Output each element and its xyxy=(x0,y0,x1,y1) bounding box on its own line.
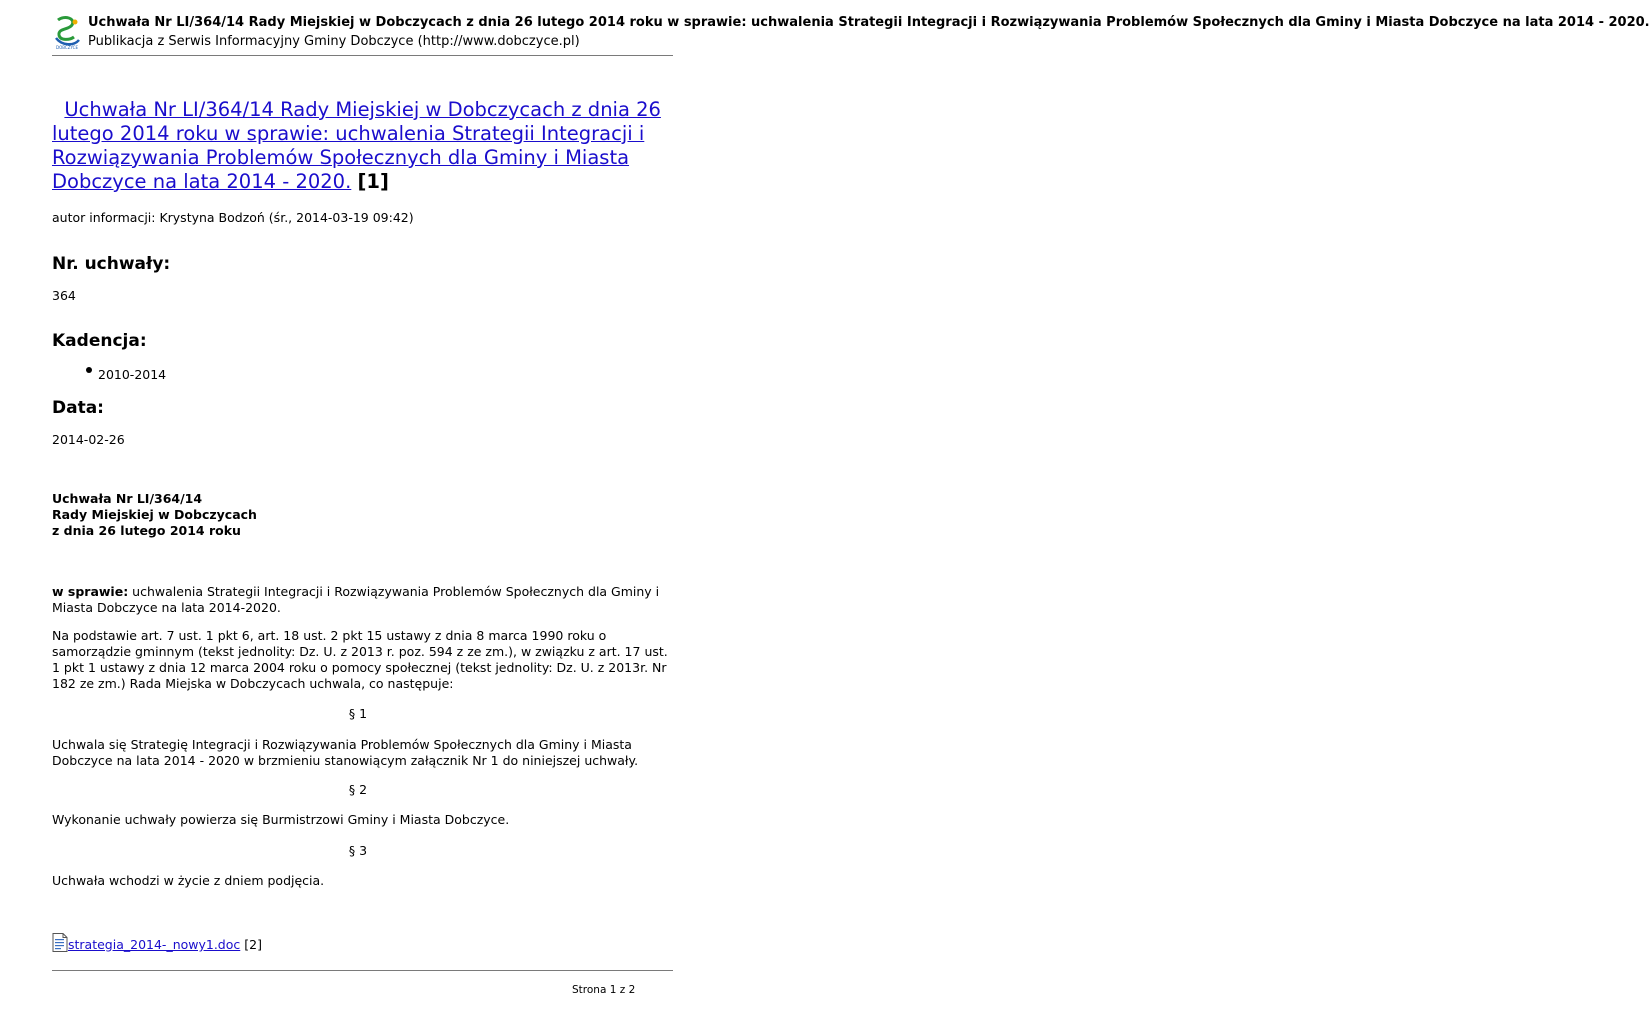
paragraph-3-label: § 3 xyxy=(348,843,368,858)
bullet-icon xyxy=(86,367,92,373)
paragraph-1-text: Uchwala się Strategię Integracji i Rozwiązywania Problemów Społecznych dla Gminy i Miasta Dobczyce na lata 2014 - 2020 w brzmieniu stanowiącym załącznik Nr 1 do niniejszej uchwały. xyxy=(52,737,639,768)
data-value: 2014-02-26 xyxy=(52,432,125,447)
nr-uchwaly-value: 364 xyxy=(52,288,76,303)
page-number: Strona 1 z 2 xyxy=(572,984,636,996)
kadencja-item: 2010-2014 xyxy=(98,367,167,382)
paragraph-2-label: § 2 xyxy=(348,782,368,797)
paragraph-3-text: Uchwała wchodzi w życie z dniem podjęcia. xyxy=(52,873,325,888)
legal-basis-paragraph: Na podstawie art. 7 ust. 1 pkt 6, art. 18 ust. 2 pkt 15 ustawy z dnia 8 marca 1990 roku o samorządzie gminnym (tekst jednolity: Dz. U. z 2013 r. poz. 594 z ze zm.), w związku z art. 17 ust. 1 pkt 1 ustawy z dnia 12 marca 2004 roku o pomocy społecznej (tekst jednolity: Dz. U. z 2013r. Nr 182 ze zm.) Rada Miejska w Dobczycach uchwala, co następuje: xyxy=(52,628,668,691)
nr-uchwaly-heading: Nr. uchwały: xyxy=(52,254,171,274)
header-title: Uchwała Nr LI/364/14 Rady Miejskiej w Dobczycach z dnia 26 lutego 2014 roku w sprawie: uchwalenia Strategii Integracji i Rozwiązywania Problemów Społecznych dla Gminy i Miasta Dobczyce na lata 2014 - 2020. xyxy=(88,15,1650,30)
w-sprawie-text: uchwalenia Strategii Integracji i Rozwiązywania Problemów Społecznych dla Gminy i Miasta Dobczyce na lata 2014-2020. xyxy=(52,584,660,615)
kadencja-heading: Kadencja: xyxy=(52,331,147,351)
w-sprawie-paragraph xyxy=(52,584,674,616)
page-title xyxy=(52,98,674,194)
document-header xyxy=(52,14,1650,54)
paragraph-2-text: Wykonanie uchwały powierza się Burmistrzowi Gminy i Miasta Dobczyce. xyxy=(52,812,510,827)
dobczyce-logo-icon xyxy=(52,16,82,50)
logo-text: DOBCZYCE xyxy=(56,45,78,50)
attachment-link[interactable]: strategia_2014-_nowy1.doc xyxy=(68,937,241,952)
attachment xyxy=(52,933,262,955)
title-link[interactable]: Uchwała Nr LI/364/14 Rady Miejskiej w Dobczycach z dnia 26 lutego 2014 roku w sprawie: uchwalenia Strategii Integracji i Rozwiązywania Problemów Społecznych dla Gminy i Miasta Dobczyce na lata 2014 - 2020. xyxy=(52,98,661,193)
header-divider xyxy=(52,55,673,56)
resolution-heading xyxy=(52,491,674,539)
author-info: autor informacji: Krystyna Bodzoń (śr., 2014-03-19 09:42) xyxy=(52,210,414,225)
resolution-heading-line: Uchwała Nr LI/364/14 xyxy=(52,491,203,506)
data-heading: Data: xyxy=(52,398,104,418)
paragraph-1-label: § 1 xyxy=(348,706,368,721)
attachment-reference: [2] xyxy=(244,937,262,952)
document-file-icon xyxy=(52,933,68,952)
footer-divider xyxy=(52,970,673,971)
resolution-heading-line: z dnia 26 lutego 2014 roku xyxy=(52,523,241,538)
header-subtitle: Publikacja z Serwis Informacyjny Gminy Dobczyce (http://www.dobczyce.pl) xyxy=(88,34,580,49)
title-reference: [1] xyxy=(357,170,389,193)
w-sprawie-label: w sprawie: xyxy=(52,584,129,599)
resolution-heading-line: Rady Miejskiej w Dobczycach xyxy=(52,507,257,522)
